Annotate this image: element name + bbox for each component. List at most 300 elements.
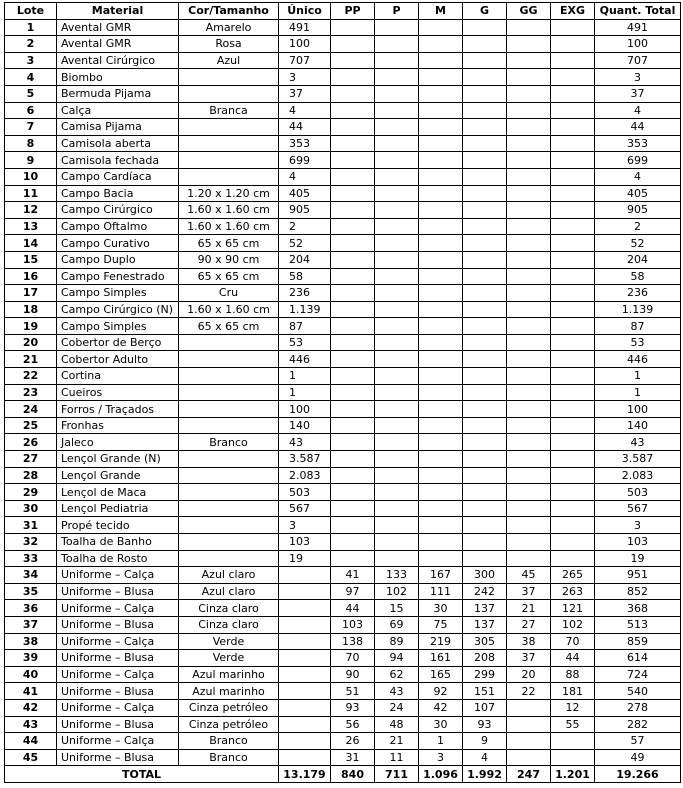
cell-exg bbox=[551, 168, 595, 185]
cell-pp bbox=[331, 401, 375, 418]
cell-quant-total: 1 bbox=[595, 368, 681, 385]
cell-gg bbox=[507, 550, 551, 567]
cell-pp bbox=[331, 368, 375, 385]
cell-pp bbox=[331, 235, 375, 252]
cell-p bbox=[375, 36, 419, 53]
cell-quant-total: 49 bbox=[595, 749, 681, 766]
cell-quant-total: 100 bbox=[595, 401, 681, 418]
cell-cor-tamanho bbox=[179, 534, 279, 551]
cell-unico: 87 bbox=[279, 318, 331, 335]
cell-p: 15 bbox=[375, 600, 419, 617]
cell-p: 89 bbox=[375, 633, 419, 650]
cell-pp: 56 bbox=[331, 716, 375, 733]
cell-g bbox=[463, 69, 507, 86]
cell-p bbox=[375, 235, 419, 252]
table-row bbox=[5, 119, 681, 136]
cell-p bbox=[375, 69, 419, 86]
cell-g bbox=[463, 268, 507, 285]
table-row bbox=[5, 235, 681, 252]
cell-cor-tamanho: Azul claro bbox=[179, 567, 279, 584]
table-row bbox=[5, 616, 681, 633]
cell-material: Uniforme – Calça bbox=[57, 633, 179, 650]
cell-material: Campo Cirúrgico bbox=[57, 202, 179, 219]
cell-quant-total: 58 bbox=[595, 268, 681, 285]
cell-g: 299 bbox=[463, 666, 507, 683]
table-row bbox=[5, 583, 681, 600]
cell-exg: 263 bbox=[551, 583, 595, 600]
cell-m: 30 bbox=[419, 600, 463, 617]
cell-material: Campo Duplo bbox=[57, 251, 179, 268]
header-gg: GG bbox=[507, 3, 551, 20]
total-g: 1.992 bbox=[463, 766, 507, 783]
cell-exg bbox=[551, 152, 595, 169]
cell-gg bbox=[507, 467, 551, 484]
cell-gg: 20 bbox=[507, 666, 551, 683]
table-row bbox=[5, 716, 681, 733]
cell-unico bbox=[279, 583, 331, 600]
cell-m bbox=[419, 102, 463, 119]
cell-m: 92 bbox=[419, 683, 463, 700]
cell-quant-total: 37 bbox=[595, 85, 681, 102]
cell-cor-tamanho: Branco bbox=[179, 434, 279, 451]
cell-m: 161 bbox=[419, 650, 463, 667]
cell-cor-tamanho: Azul marinho bbox=[179, 666, 279, 683]
cell-quant-total: 4 bbox=[595, 102, 681, 119]
cell-pp bbox=[331, 135, 375, 152]
cell-gg bbox=[507, 19, 551, 36]
cell-p bbox=[375, 351, 419, 368]
cell-cor-tamanho bbox=[179, 484, 279, 501]
cell-lote: 23 bbox=[5, 384, 57, 401]
cell-gg: 38 bbox=[507, 633, 551, 650]
cell-material: Uniforme – Blusa bbox=[57, 749, 179, 766]
table-row bbox=[5, 500, 681, 517]
cell-cor-tamanho: 1.60 x 1.60 cm bbox=[179, 218, 279, 235]
cell-exg bbox=[551, 401, 595, 418]
cell-g bbox=[463, 318, 507, 335]
cell-exg: 70 bbox=[551, 633, 595, 650]
table-row bbox=[5, 417, 681, 434]
cell-unico: 2 bbox=[279, 218, 331, 235]
table-row bbox=[5, 285, 681, 302]
cell-g bbox=[463, 401, 507, 418]
cell-unico: 707 bbox=[279, 52, 331, 69]
cell-unico: 236 bbox=[279, 285, 331, 302]
cell-lote: 25 bbox=[5, 417, 57, 434]
cell-unico bbox=[279, 683, 331, 700]
cell-quant-total: 236 bbox=[595, 285, 681, 302]
cell-pp bbox=[331, 268, 375, 285]
cell-quant-total: 3 bbox=[595, 69, 681, 86]
cell-exg: 12 bbox=[551, 699, 595, 716]
cell-cor-tamanho bbox=[179, 467, 279, 484]
cell-cor-tamanho bbox=[179, 417, 279, 434]
cell-cor-tamanho: Cinza claro bbox=[179, 616, 279, 633]
cell-material: Uniforme – Calça bbox=[57, 733, 179, 750]
cell-gg bbox=[507, 351, 551, 368]
cell-g bbox=[463, 467, 507, 484]
header-row bbox=[5, 3, 681, 20]
cell-quant-total: 282 bbox=[595, 716, 681, 733]
cell-lote: 36 bbox=[5, 600, 57, 617]
cell-pp bbox=[331, 301, 375, 318]
table-row bbox=[5, 351, 681, 368]
cell-m: 1 bbox=[419, 733, 463, 750]
table-row bbox=[5, 749, 681, 766]
cell-p bbox=[375, 202, 419, 219]
cell-m bbox=[419, 401, 463, 418]
table-row bbox=[5, 202, 681, 219]
cell-p bbox=[375, 334, 419, 351]
cell-p bbox=[375, 19, 419, 36]
cell-gg bbox=[507, 119, 551, 136]
total-label: TOTAL bbox=[5, 766, 279, 783]
table-row bbox=[5, 550, 681, 567]
table-row bbox=[5, 152, 681, 169]
table-row bbox=[5, 318, 681, 335]
cell-gg: 27 bbox=[507, 616, 551, 633]
cell-cor-tamanho bbox=[179, 550, 279, 567]
cell-m bbox=[419, 36, 463, 53]
cell-unico: 44 bbox=[279, 119, 331, 136]
cell-lote: 28 bbox=[5, 467, 57, 484]
cell-lote: 32 bbox=[5, 534, 57, 551]
cell-quant-total: 405 bbox=[595, 185, 681, 202]
cell-p bbox=[375, 467, 419, 484]
table-row bbox=[5, 185, 681, 202]
cell-g bbox=[463, 168, 507, 185]
cell-unico: 1.139 bbox=[279, 301, 331, 318]
cell-p: 62 bbox=[375, 666, 419, 683]
cell-p bbox=[375, 251, 419, 268]
cell-m bbox=[419, 434, 463, 451]
cell-material: Lençol Grande (N) bbox=[57, 451, 179, 468]
cell-m bbox=[419, 484, 463, 501]
table-row bbox=[5, 368, 681, 385]
cell-exg bbox=[551, 384, 595, 401]
cell-material: Cobertor Adulto bbox=[57, 351, 179, 368]
cell-material: Campo Curativo bbox=[57, 235, 179, 252]
cell-unico: 3 bbox=[279, 69, 331, 86]
table-row bbox=[5, 52, 681, 69]
cell-lote: 13 bbox=[5, 218, 57, 235]
table-row bbox=[5, 484, 681, 501]
cell-g bbox=[463, 368, 507, 385]
cell-unico bbox=[279, 716, 331, 733]
cell-exg bbox=[551, 733, 595, 750]
cell-pp: 70 bbox=[331, 650, 375, 667]
cell-unico bbox=[279, 733, 331, 750]
cell-p: 21 bbox=[375, 733, 419, 750]
cell-gg: 21 bbox=[507, 600, 551, 617]
cell-gg bbox=[507, 301, 551, 318]
cell-gg bbox=[507, 451, 551, 468]
table-row bbox=[5, 268, 681, 285]
cell-m: 111 bbox=[419, 583, 463, 600]
cell-unico: 353 bbox=[279, 135, 331, 152]
cell-gg bbox=[507, 749, 551, 766]
cell-lote: 37 bbox=[5, 616, 57, 633]
cell-quant-total: 353 bbox=[595, 135, 681, 152]
cell-quant-total: 503 bbox=[595, 484, 681, 501]
cell-quant-total: 103 bbox=[595, 534, 681, 551]
cell-g bbox=[463, 52, 507, 69]
cell-p bbox=[375, 185, 419, 202]
cell-exg bbox=[551, 85, 595, 102]
cell-quant-total: 87 bbox=[595, 318, 681, 335]
table-row bbox=[5, 567, 681, 584]
table-row bbox=[5, 451, 681, 468]
table-row bbox=[5, 301, 681, 318]
cell-quant-total: 699 bbox=[595, 152, 681, 169]
cell-g: 242 bbox=[463, 583, 507, 600]
cell-gg bbox=[507, 484, 551, 501]
cell-pp bbox=[331, 185, 375, 202]
cell-m bbox=[419, 451, 463, 468]
cell-pp bbox=[331, 417, 375, 434]
cell-gg bbox=[507, 534, 551, 551]
cell-quant-total: 2.083 bbox=[595, 467, 681, 484]
cell-unico: 405 bbox=[279, 185, 331, 202]
cell-pp bbox=[331, 202, 375, 219]
total-exg: 1.201 bbox=[551, 766, 595, 783]
header-exg: EXG bbox=[551, 3, 595, 20]
cell-cor-tamanho bbox=[179, 168, 279, 185]
cell-lote: 24 bbox=[5, 401, 57, 418]
cell-pp bbox=[331, 85, 375, 102]
cell-material: Uniforme – Calça bbox=[57, 666, 179, 683]
cell-quant-total: 567 bbox=[595, 500, 681, 517]
cell-gg bbox=[507, 368, 551, 385]
cell-p bbox=[375, 550, 419, 567]
total-unico: 13.179 bbox=[279, 766, 331, 783]
cell-m: 75 bbox=[419, 616, 463, 633]
cell-gg bbox=[507, 268, 551, 285]
cell-pp bbox=[331, 285, 375, 302]
cell-gg: 45 bbox=[507, 567, 551, 584]
cell-m: 30 bbox=[419, 716, 463, 733]
cell-lote: 21 bbox=[5, 351, 57, 368]
cell-exg bbox=[551, 417, 595, 434]
cell-gg bbox=[507, 517, 551, 534]
cell-p bbox=[375, 484, 419, 501]
cell-exg bbox=[551, 102, 595, 119]
cell-cor-tamanho bbox=[179, 135, 279, 152]
cell-m bbox=[419, 135, 463, 152]
cell-lote: 41 bbox=[5, 683, 57, 700]
cell-p bbox=[375, 135, 419, 152]
cell-pp bbox=[331, 168, 375, 185]
header-unico: Único bbox=[279, 3, 331, 20]
cell-material: Cueiros bbox=[57, 384, 179, 401]
cell-g bbox=[463, 251, 507, 268]
cell-material: Campo Oftalmo bbox=[57, 218, 179, 235]
cell-gg bbox=[507, 500, 551, 517]
cell-unico bbox=[279, 633, 331, 650]
cell-g bbox=[463, 451, 507, 468]
cell-material: Uniforme – Blusa bbox=[57, 583, 179, 600]
total-pp: 840 bbox=[331, 766, 375, 783]
cell-lote: 11 bbox=[5, 185, 57, 202]
cell-lote: 10 bbox=[5, 168, 57, 185]
cell-exg bbox=[551, 69, 595, 86]
cell-pp bbox=[331, 550, 375, 567]
cell-quant-total: 4 bbox=[595, 168, 681, 185]
cell-quant-total: 53 bbox=[595, 334, 681, 351]
cell-lote: 38 bbox=[5, 633, 57, 650]
table-row bbox=[5, 168, 681, 185]
cell-unico: 100 bbox=[279, 401, 331, 418]
cell-exg bbox=[551, 235, 595, 252]
cell-gg: 37 bbox=[507, 650, 551, 667]
cell-cor-tamanho: Branco bbox=[179, 733, 279, 750]
cell-gg bbox=[507, 401, 551, 418]
cell-m bbox=[419, 218, 463, 235]
cell-g: 93 bbox=[463, 716, 507, 733]
table-row bbox=[5, 683, 681, 700]
cell-material: Campo Simples bbox=[57, 285, 179, 302]
cell-gg bbox=[507, 218, 551, 235]
cell-exg bbox=[551, 202, 595, 219]
cell-gg bbox=[507, 135, 551, 152]
cell-material: Lençol de Maca bbox=[57, 484, 179, 501]
cell-gg bbox=[507, 716, 551, 733]
cell-g bbox=[463, 119, 507, 136]
cell-lote: 27 bbox=[5, 451, 57, 468]
cell-material: Toalha de Banho bbox=[57, 534, 179, 551]
cell-quant-total: 204 bbox=[595, 251, 681, 268]
cell-m bbox=[419, 550, 463, 567]
cell-pp bbox=[331, 36, 375, 53]
cell-unico bbox=[279, 600, 331, 617]
cell-exg bbox=[551, 185, 595, 202]
cell-lote: 16 bbox=[5, 268, 57, 285]
cell-quant-total: 446 bbox=[595, 351, 681, 368]
cell-gg bbox=[507, 85, 551, 102]
cell-pp bbox=[331, 69, 375, 86]
cell-unico bbox=[279, 650, 331, 667]
cell-quant-total: 278 bbox=[595, 699, 681, 716]
cell-lote: 9 bbox=[5, 152, 57, 169]
cell-m bbox=[419, 384, 463, 401]
cell-material: Uniforme – Blusa bbox=[57, 616, 179, 633]
table-row bbox=[5, 85, 681, 102]
cell-cor-tamanho bbox=[179, 351, 279, 368]
cell-g: 137 bbox=[463, 616, 507, 633]
cell-m bbox=[419, 334, 463, 351]
cell-g: 107 bbox=[463, 699, 507, 716]
cell-lote: 39 bbox=[5, 650, 57, 667]
cell-quant-total: 2 bbox=[595, 218, 681, 235]
cell-lote: 33 bbox=[5, 550, 57, 567]
cell-cor-tamanho bbox=[179, 368, 279, 385]
cell-pp: 103 bbox=[331, 616, 375, 633]
table-row bbox=[5, 135, 681, 152]
cell-material: Uniforme – Calça bbox=[57, 600, 179, 617]
total-row bbox=[5, 766, 681, 783]
cell-unico: 58 bbox=[279, 268, 331, 285]
cell-m bbox=[419, 69, 463, 86]
cell-exg bbox=[551, 467, 595, 484]
cell-material: Uniforme – Blusa bbox=[57, 650, 179, 667]
cell-gg bbox=[507, 36, 551, 53]
cell-unico: 19 bbox=[279, 550, 331, 567]
cell-lote: 29 bbox=[5, 484, 57, 501]
cell-gg bbox=[507, 733, 551, 750]
cell-material: Lençol Grande bbox=[57, 467, 179, 484]
cell-exg bbox=[551, 19, 595, 36]
cell-lote: 31 bbox=[5, 517, 57, 534]
cell-unico: 3 bbox=[279, 517, 331, 534]
cell-p bbox=[375, 451, 419, 468]
cell-g bbox=[463, 185, 507, 202]
cell-cor-tamanho bbox=[179, 500, 279, 517]
cell-material: Lençol Pediatria bbox=[57, 500, 179, 517]
cell-lote: 6 bbox=[5, 102, 57, 119]
cell-m bbox=[419, 417, 463, 434]
table-row bbox=[5, 36, 681, 53]
cell-p: 48 bbox=[375, 716, 419, 733]
cell-lote: 35 bbox=[5, 583, 57, 600]
cell-m bbox=[419, 351, 463, 368]
cell-unico bbox=[279, 666, 331, 683]
cell-pp bbox=[331, 318, 375, 335]
cell-gg bbox=[507, 417, 551, 434]
cell-m bbox=[419, 500, 463, 517]
cell-m bbox=[419, 235, 463, 252]
cell-p bbox=[375, 285, 419, 302]
cell-g bbox=[463, 500, 507, 517]
table-row bbox=[5, 251, 681, 268]
table-row bbox=[5, 434, 681, 451]
cell-p bbox=[375, 384, 419, 401]
cell-unico: 1 bbox=[279, 368, 331, 385]
cell-m bbox=[419, 202, 463, 219]
cell-p bbox=[375, 401, 419, 418]
cell-m: 219 bbox=[419, 633, 463, 650]
cell-lote: 40 bbox=[5, 666, 57, 683]
cell-g: 4 bbox=[463, 749, 507, 766]
cell-gg bbox=[507, 69, 551, 86]
cell-unico: 1 bbox=[279, 384, 331, 401]
cell-gg bbox=[507, 434, 551, 451]
cell-g bbox=[463, 85, 507, 102]
header-m: M bbox=[419, 3, 463, 20]
table-row bbox=[5, 69, 681, 86]
cell-m bbox=[419, 285, 463, 302]
cell-cor-tamanho: 1.20 x 1.20 cm bbox=[179, 185, 279, 202]
cell-cor-tamanho bbox=[179, 152, 279, 169]
cell-pp bbox=[331, 467, 375, 484]
cell-exg bbox=[551, 451, 595, 468]
cell-exg bbox=[551, 218, 595, 235]
cell-gg bbox=[507, 235, 551, 252]
cell-exg: 55 bbox=[551, 716, 595, 733]
cell-pp bbox=[331, 484, 375, 501]
cell-p bbox=[375, 517, 419, 534]
table-row bbox=[5, 102, 681, 119]
cell-unico: 204 bbox=[279, 251, 331, 268]
cell-g bbox=[463, 135, 507, 152]
cell-pp bbox=[331, 451, 375, 468]
cell-material: Campo Simples bbox=[57, 318, 179, 335]
cell-pp: 93 bbox=[331, 699, 375, 716]
cell-m bbox=[419, 168, 463, 185]
cell-p bbox=[375, 52, 419, 69]
cell-gg: 22 bbox=[507, 683, 551, 700]
table-row bbox=[5, 600, 681, 617]
header-cor-tamanho: Cor/Tamanho bbox=[179, 3, 279, 20]
